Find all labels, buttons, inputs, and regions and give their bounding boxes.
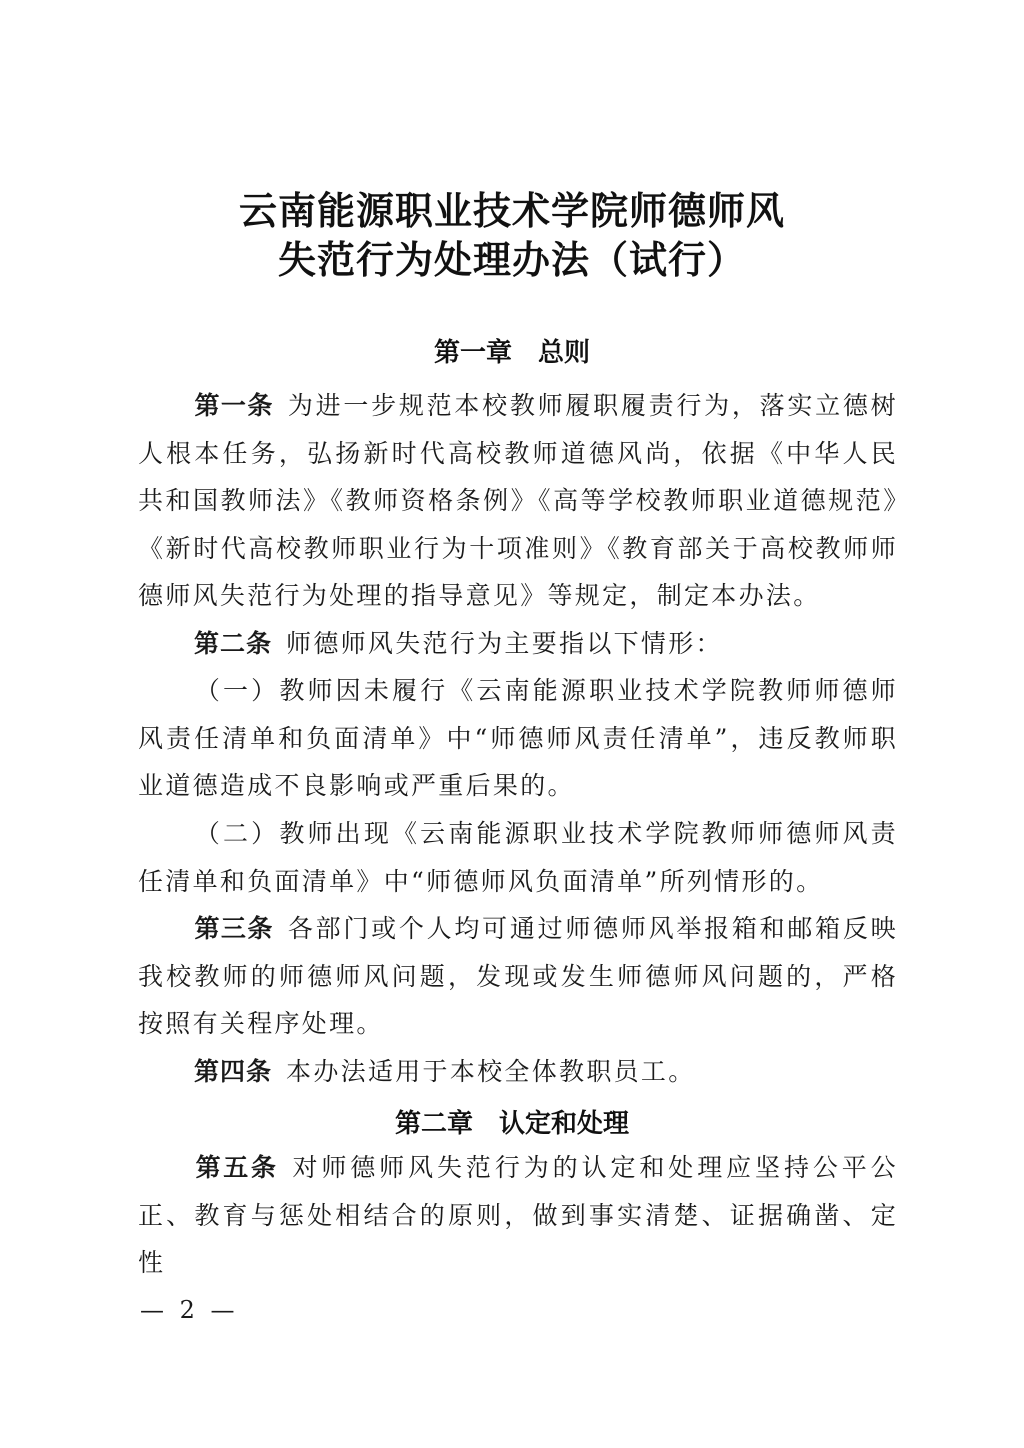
chapter-heading-1 [0, 333, 1024, 373]
page-number: — 2 — [140, 1296, 239, 1324]
document-title-line-1: 云南能源职业技术学院师德师风 [238, 189, 785, 233]
article-5 [138, 1144, 898, 1287]
article-text: 各部门或个人均可通过师德师风举报箱和邮箱反映我校教师的师德师风问题，发现或发生师德师风问题的，严格按照有关程序处理。 [138, 914, 898, 1038]
article-text: （二）教师出现《云南能源职业技术学院教师师德师风责任清单和负面清单》中“师德师风负面清单”所列情形的。 [138, 819, 898, 896]
article-label: 第三条 [194, 914, 274, 943]
chapter-heading-2 [0, 1104, 1024, 1144]
article-text: 本办法适用于本校全体教职员工。 [286, 1057, 696, 1086]
article-text: 为进一步规范本校教师履职履责行为，落实立德树人根本任务，弘扬新时代高校教师道德风尚，依据《中华人民共和国教师法》《教师资格条例》《高等学校教师职业道德规范》《新时代高校教师职业行为十项准则》《教育部关于高校教师师德师风失范行为处理的指导意见》等规定，制定本办法。 [138, 391, 898, 610]
article-3 [138, 905, 898, 1048]
chapter-number: 第一章 [433, 338, 512, 368]
article-label: 第五条 [194, 1153, 279, 1182]
article-2 [138, 620, 898, 668]
article-4 [138, 1048, 898, 1096]
chapter-number: 第二章 [394, 1109, 473, 1139]
chapter-name: 认定和处理 [499, 1109, 630, 1139]
document-title-line-2: 失范行为处理办法（试行） [277, 238, 746, 282]
article-text: （一）教师因未履行《云南能源职业技术学院教师师德师风责任清单和负面清单》中“师德师风责任清单”，违反教师职业道德造成不良影响或严重后果的。 [138, 676, 898, 800]
article-text: 师德师风失范行为主要指以下情形： [286, 629, 723, 658]
article-label: 第四条 [194, 1057, 273, 1086]
article-text: 对师德师风失范行为的认定和处理应坚持公平公正、教育与惩处相结合的原则，做到事实清楚、证据确凿、定性 [138, 1153, 898, 1277]
article-label: 第一条 [194, 391, 274, 420]
article-2-item-2 [138, 810, 898, 905]
article-2-item-1 [138, 667, 898, 810]
article-label: 第二条 [194, 629, 273, 658]
article-1 [138, 382, 898, 620]
chapter-name: 总则 [538, 338, 591, 368]
